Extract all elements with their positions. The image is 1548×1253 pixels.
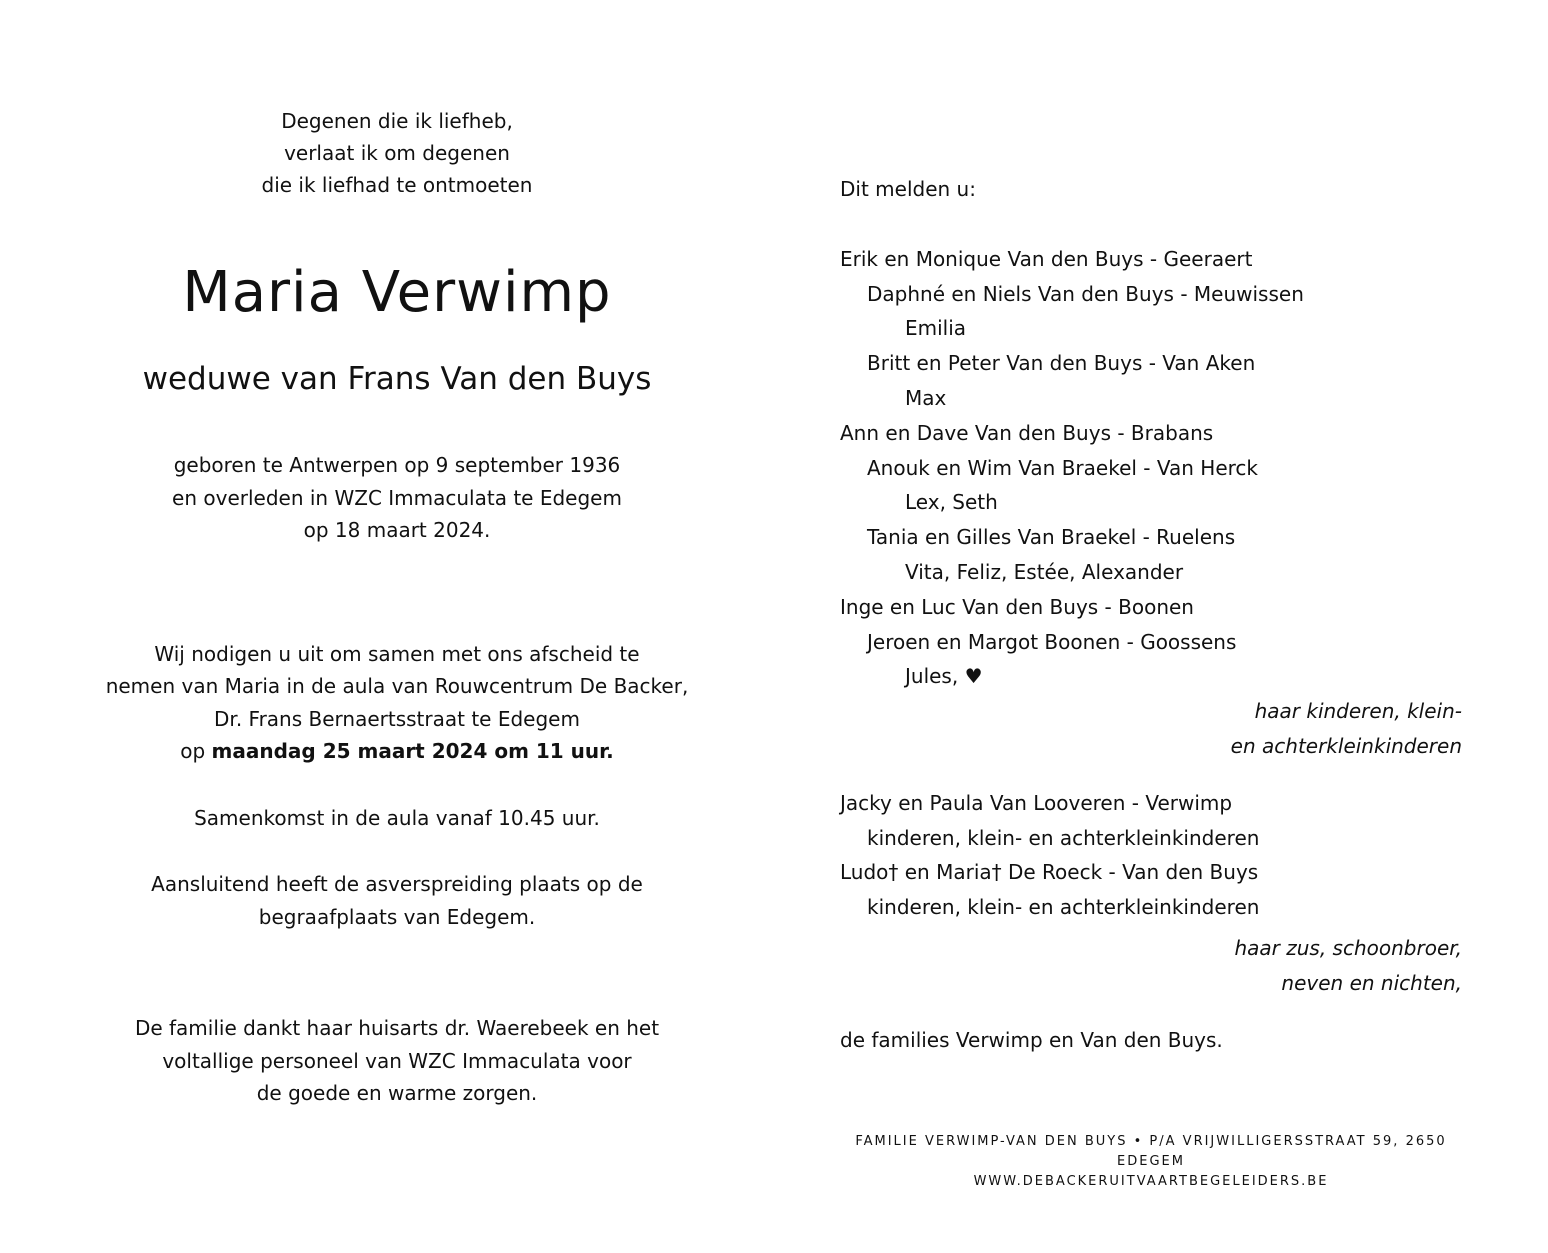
relation-line: neven en nichten, [1281,970,1462,995]
relation-2 [840,931,1462,1001]
invitation-line: Dr. Frans Bernaertsstraat te Edegem [214,706,580,731]
widow-of: weduwe van Frans Van den Buys [142,361,652,397]
relation-line: haar zus, schoonbroer, [1234,935,1462,960]
thanks-line: voltallige personeel van WZC Immaculata voor [162,1048,632,1073]
right-column [840,172,1462,1057]
family-line: Britt en Peter Van den Buys - Van Aken [867,351,1256,376]
family-line: Vita, Feliz, Estée, Alexander [905,559,1184,584]
family-line: Ann en Dave Van den Buys - Brabans [840,420,1214,445]
invitation-date [90,735,704,768]
family-line: Inge en Luc Van den Buys - Boonen [840,594,1194,619]
verse-line: die ik liefhad te ontmoeten [261,173,533,197]
family-line: kinderen, klein- en achterkleinkinderen [867,895,1260,920]
family-line-last [840,659,1462,694]
thanks [90,1012,704,1110]
deceased-name: Maria Verwimp [182,260,612,325]
gathering: Samenkomst in de aula vanaf 10.45 uur. [194,805,600,830]
announce: Dit melden u: [840,177,976,201]
family-group-2 [840,786,1462,925]
birth-line: op 18 maart 2024. [303,518,491,542]
burial-line: begraafplaats van Edegem. [258,904,536,929]
invitation-line: nemen van Maria in de aula van Rouwcentrum De Backer, [105,674,689,698]
date-prefix: op [180,739,206,763]
family-line: Tania en Gilles Van Braekel - Ruelens [867,525,1236,550]
invitation [90,638,704,768]
family-line: Max [905,385,947,410]
date-bold: maandag 25 maart 2024 om 11 uur. [211,739,614,763]
family-line: Emilia [905,316,967,341]
birth-line: en overleden in WZC Immaculata te Edegem [172,485,622,510]
thanks-line: de goede en warme zorgen. [256,1081,538,1105]
relation-line: haar kinderen, klein- [1254,699,1462,724]
left-column [90,105,704,1110]
invitation-line: Wij nodigen u uit om samen met ons afscheid te [154,641,640,666]
families: de families Verwimp en Van den Buys. [840,1027,1223,1052]
verse-line: verlaat ik om degenen [284,141,510,165]
heart-icon: ♥ [964,664,983,689]
family-line: Jacky en Paula Van Looveren - Verwimp [840,790,1233,815]
relation-1 [840,694,1462,764]
birth-line: geboren te Antwerpen op 9 september 1936 [173,453,621,477]
verse [90,105,704,201]
family-line: Erik en Monique Van den Buys - Geeraert [840,246,1253,271]
family-line: Daphné en Niels Van den Buys - Meuwissen [867,281,1304,306]
birth-details [90,449,704,547]
family-line: Lex, Seth [905,490,998,515]
family-line: Anouk en Wim Van Braekel - Van Herck [867,455,1258,480]
family-line: Ludo† en Maria† De Roeck - Van den Buys [840,860,1259,885]
footer-address: FAMILIE VERWIMP-VAN DEN BUYS • P/A VRIJWILLIGERSSTRAAT 59, 2650 EDEGEM [855,1134,1447,1169]
footer [840,1132,1462,1192]
footer-website: WWW.DEBACKERUITVAARTBEGELEIDERS.BE [973,1174,1329,1189]
great-grandchild-name: Jules, [905,664,959,689]
verse-line: Degenen die ik liefheb, [281,109,513,133]
family-group-1 [840,242,1462,694]
thanks-line: De familie dankt haar huisarts dr. Waerebeek en het [134,1016,660,1040]
burial-line: Aansluitend heeft de asverspreiding plaats op de [151,872,643,896]
family-line: Jeroen en Margot Boonen - Goossens [867,629,1237,654]
burial [90,868,704,933]
family-line: kinderen, klein- en achterkleinkinderen [867,825,1260,850]
relation-line: en achterkleinkinderen [1230,733,1462,758]
